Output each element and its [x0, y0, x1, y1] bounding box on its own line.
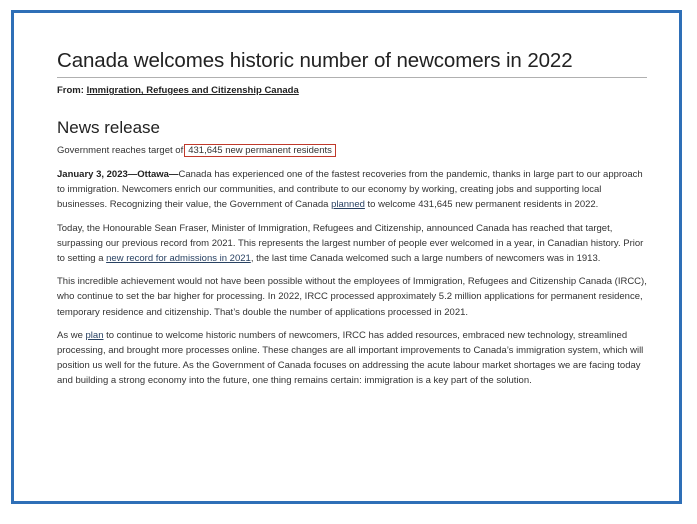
- paragraph-2-text-b: , the last time Canada welcomed such a large numbers of newcomers was in 1913.: [250, 253, 601, 265]
- dateline: January 3, 2023—Ottawa—: [57, 169, 179, 180]
- screenshot-frame: [11, 10, 682, 504]
- department-link[interactable]: Immigration, Refugees and Citizenship Canada: [86, 85, 299, 96]
- page-title: Canada welcomes historic number of newcomers in 2022: [57, 49, 573, 72]
- from-line: [57, 85, 649, 96]
- paragraph-1-text-a: Canada has experienced one of the fastest recoveries from the pandemic, thanks in large part to our approach to immigration. Newcomers enrich our communities, and contribute to our economy by working, creating jobs and supporting local businesses. Recognizing their value, the Government of Canada: [57, 169, 643, 211]
- release-subtitle: [57, 144, 649, 158]
- plan-link[interactable]: plan: [85, 329, 104, 341]
- paragraph-3: This incredible achievement would not have been possible without the employees of Immigration, Refugees and Citizenship Canada (IRCC), who continue to set the bar higher for processing. In 2022, IRCC processed approximately 5.2 million applications for permanent residence, temporary residence and citizenship. That’s double the number of applications processed in 2021.: [57, 276, 647, 318]
- highlighted-target: 431,645 new permanent residents: [184, 144, 336, 157]
- paragraph-1: [57, 167, 649, 213]
- planned-link[interactable]: planned: [331, 199, 365, 211]
- subtitle-prefix: Government reaches target of: [57, 145, 184, 156]
- paragraph-2-text-a: Today, the Honourable Sean Fraser, Minister of Immigration, Refugees and Citizenship, announced Canada has reached that target, surpassing our previous record from 2021. This represents the largest number of people ever welcomed in a year, in Canadian history. Prior to setting a: [57, 222, 644, 265]
- section-heading: News release: [57, 118, 160, 137]
- paragraph-2: [57, 221, 649, 267]
- title-divider: [57, 77, 647, 78]
- from-label: From:: [57, 85, 84, 96]
- paragraph-4: [57, 328, 649, 389]
- paragraph-1-text-b: to welcome 431,645 new permanent residents in 2022.: [367, 199, 599, 211]
- article: [57, 49, 649, 389]
- record-2021-link[interactable]: new record for admissions in 2021: [106, 253, 251, 265]
- paragraph-4-text-a: As we: [57, 329, 83, 341]
- paragraph-4-text-b: to continue to welcome historic numbers of newcomers, IRCC has added resources, embraced new technology, streamlined processing, and brought more processes online. These changes are all important improvements to Canada’s immigration system, which will position us well for the future. As the Government of Canada focuses on addressing the acute labour market shortages we are facing today and building a strong economy into the future, one thing remains certain: immigration is a key part of the solution.: [57, 329, 644, 387]
